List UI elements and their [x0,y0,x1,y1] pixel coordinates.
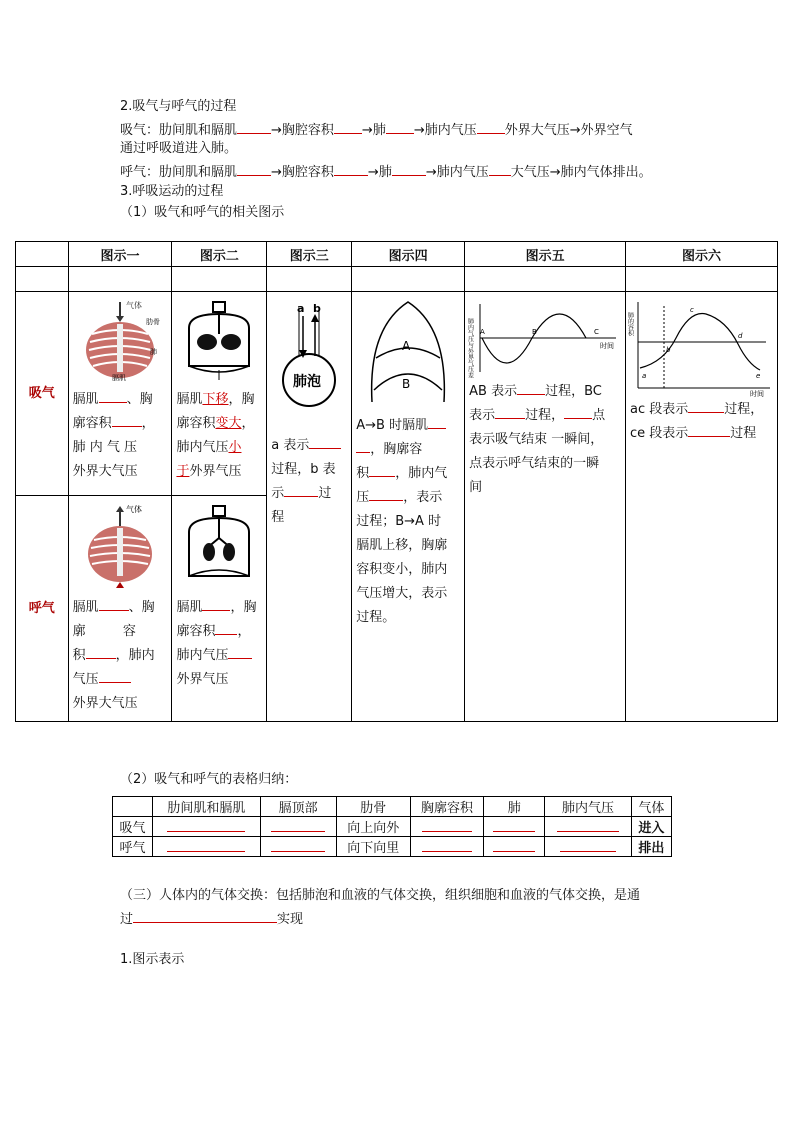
summary-table: 肋间肌和膈肌 膈顶部 肋骨 胸廓容积 肺 肺内气压 气体 吸气 向上向外 进入 呼气 向下向里 排出 [112,796,672,857]
breathing-figures-table [15,241,778,722]
bell-jar-inhale-figure [179,298,259,382]
svg-text:A: A [480,328,485,336]
svg-text:肺泡: 肺泡 [293,374,322,390]
header-pressure: 肺内气压 [545,797,632,817]
fig2-exhale-cell: 膈肌 ，胸 廓容积 ， 肺内气压 外界气压 [172,496,267,722]
svg-text:e: e [755,372,760,380]
table2-caption: （2）吸气和呼气的表格归纳： [120,772,298,787]
header-ribs: 肋骨 [336,797,410,817]
svg-text:d: d [737,332,742,340]
bell-jar-exhale-figure [179,502,259,588]
svg-text:气体: 气体 [126,505,143,514]
row-inhale-label: 吸气 [113,817,153,837]
fig5-cell: 肺内气压与外界气压差 A B C 时间 AB 表示 过程，BC 表示 过程， 点 表示吸气结束 一瞬间， 点表示呼气结束的一瞬 间 [465,292,626,722]
svg-text:B: B [402,377,411,391]
header-muscles: 肋间肌和膈肌 [153,797,260,817]
inhale-process-line: 吸气：肋间肌和膈肌 →胸腔容积 →肺 →肺内气压 外界大气压→外界空气 [120,119,633,141]
svg-text:时间: 时间 [749,390,764,398]
svg-text:b: b [665,346,670,354]
lung-volume-graph [626,298,774,398]
svg-text:c: c [689,306,694,314]
header-fig5: 图示五 [465,242,626,267]
row-exhale-label: 呼气 [113,837,153,857]
gas-exchange-line2: 过 实现 [120,908,303,930]
svg-text:时间: 时间 [600,342,615,350]
svg-text:肺内气压与外界气压差: 肺内气压与外界气压差 [466,318,474,378]
section2-title: 2.吸气与呼气的过程 [120,99,237,114]
header-lung: 肺 [484,797,545,817]
header-fig4: 图示四 [352,242,465,267]
svg-text:C: C [594,328,599,336]
svg-text:B: B [532,328,537,336]
header-diaphragm-top: 膈顶部 [260,797,336,817]
fig6-cell: 肺的容积 a b c d e 时间 ac 段表示 过程， ce 段表示 过程 [626,292,778,722]
exhale-process-line: 呼气：肋间肌和膈肌 →胸腔容积 →肺 →肺内气压 大气压→肺内气体排出。 [120,161,652,183]
fig4-cell: A B A→B 时膈肌 ，胸廓容 积 ，肺内气 压 ，表示 过程；B→A 时 膈肌上移，胸廓 容积变小，肺内 气压增大，表示 过程。 [352,292,465,722]
header-fig6: 图示六 [626,242,778,267]
gas-in: 进入 [631,817,671,837]
svg-text:A: A [402,339,411,353]
ribcage-exhale-figure [78,502,162,592]
header-volume: 胸廓容积 [410,797,484,817]
header-fig1: 图示一 [68,242,172,267]
corner-cell [16,242,69,267]
svg-text:肋骨: 肋骨 [146,318,161,326]
svg-text:b: b [313,302,322,315]
alveolus-figure [269,298,349,408]
svg-text:肺: 肺 [150,348,158,356]
svg-text:气体: 气体 [126,301,143,310]
section3-sub1: （1）吸气和呼气的相关图示 [120,205,285,220]
row-label-inhale: 吸气 [16,292,69,496]
row-label-exhale: 呼气 [16,496,69,722]
pressure-diff-graph [466,298,620,378]
svg-text:肺的容积: 肺的容积 [626,312,633,336]
inhale-process-cont: 通过呼吸道进入肺。 [120,141,238,156]
svg-text:a: a [297,302,305,315]
thorax-outline-figure [358,298,458,404]
gas-exchange-line1: （三）人体内的气体交换：包括肺泡和血液的气体交换，组织细胞和血液的气体交换，是通 [120,888,641,903]
header-fig3: 图示三 [267,242,352,267]
fig3-cell: a b 肺泡 a 表示 过程，b 表 示 过 程 [267,292,352,722]
fig1-inhale-cell: 气体 肋骨 肺 膈肌 膈肌 、胸 廓容积 ， 肺 内 气 压 外界大气压 [68,292,172,496]
header-fig2: 图示二 [172,242,267,267]
figure-title: 1.图示表示 [120,952,185,967]
svg-text:a: a [641,372,646,380]
section3-title: 3.呼吸运动的过程 [120,184,224,199]
fig1-exhale-cell: 气体 膈肌 、胸 廓 容 积 ，肺内 气压 外界大气压 [68,496,172,722]
ribcage-inhale-figure [78,298,162,382]
gas-out: 排出 [631,837,671,857]
svg-text:膈肌: 膈肌 [112,374,127,382]
fig2-inhale-cell: 膈肌下移，胸 廓容积变大， 肺内气压小 于外界气压 [172,292,267,496]
header-gas: 气体 [631,797,671,817]
